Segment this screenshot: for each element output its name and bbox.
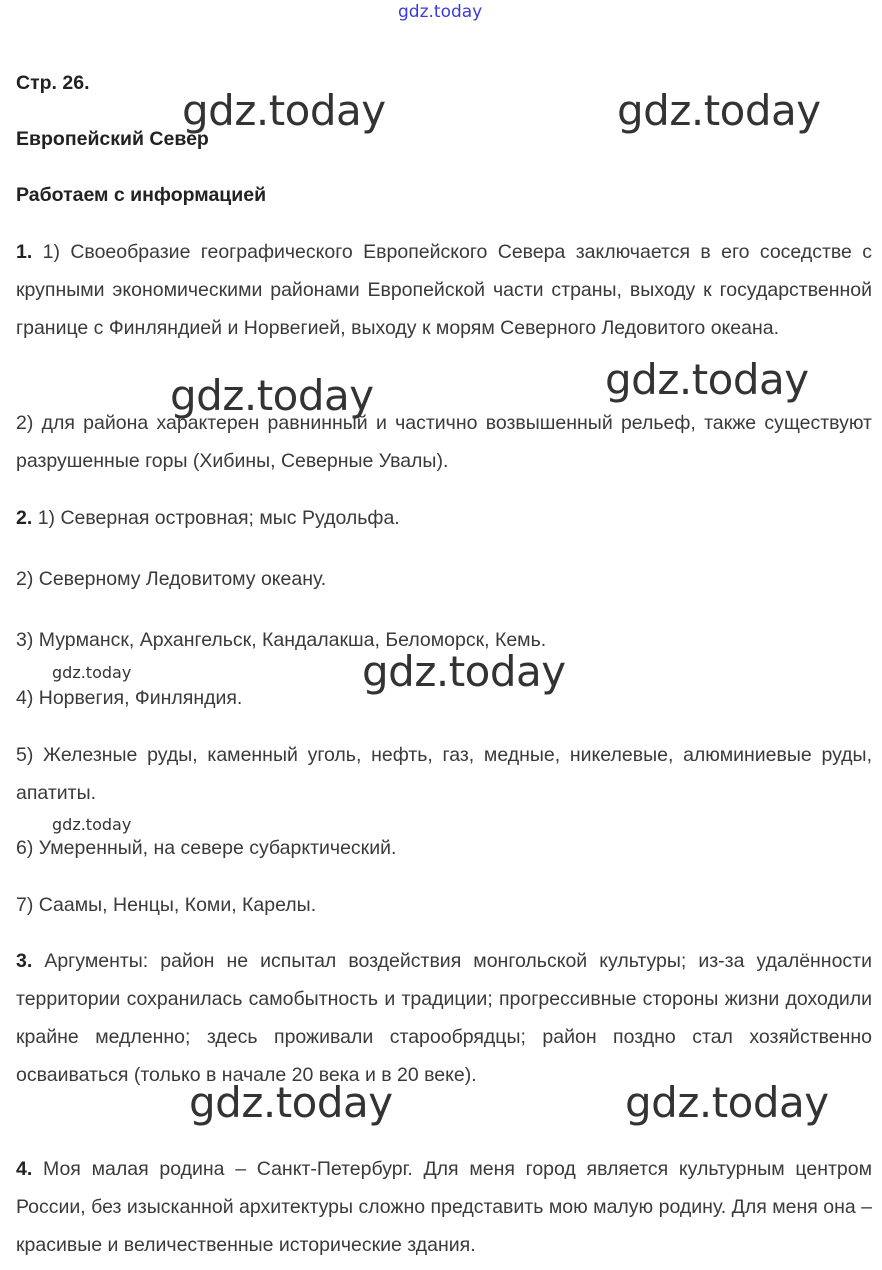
- document-title: Европейский Север: [16, 128, 209, 150]
- task-2-part-1: 2. 1) Северная островная; мыс Рудольфа.: [16, 507, 400, 529]
- task-3: 3. Аргументы: район не испытал воздействия монгольской культуры; из-за удалённости территории сохранилась самобытность и традиции; прогрессивные стороны жизни доходили крайне медленно; здесь проживали старообрядцы; район поздно стал хозяйственно осваиваться (только в начале 20 века и в 20 веке).: [16, 950, 872, 1086]
- watermark: gdz.today: [605, 355, 809, 404]
- watermark: gdz.today: [182, 86, 386, 135]
- watermark: gdz.today: [617, 86, 821, 135]
- task-1-part-2: 2) для района характерен равнинный и частично возвышенный рельеф, также существуют разрушенные горы (Хибины, Северные Увалы).: [16, 412, 872, 472]
- task-2-part-7: 7) Саамы, Ненцы, Коми, Карелы.: [16, 894, 317, 916]
- watermark: gdz.today: [625, 1078, 829, 1127]
- section-heading: Работаем с информацией: [16, 184, 267, 206]
- task-number: 1.: [16, 241, 33, 263]
- task-number: 4.: [16, 1158, 33, 1180]
- task-number: 3.: [16, 950, 33, 972]
- task-2-part-6: 6) Умеренный, на севере субарктический.: [16, 837, 397, 859]
- watermark-top: gdz.today: [398, 2, 483, 22]
- task-2-part-5: 5) Железные руды, каменный уголь, нефть, газ, медные, никелевые, алюминиевые руды, апатиты.: [16, 744, 872, 804]
- task-number: 2.: [16, 507, 33, 529]
- watermark-small: gdz.today: [52, 663, 132, 682]
- watermark-small: gdz.today: [52, 815, 132, 834]
- task-2-part-2: 2) Северному Ледовитому океану.: [16, 568, 327, 590]
- page-number: Стр. 26.: [16, 72, 90, 94]
- task-2-part-4: 4) Норвегия, Финляндия.: [16, 687, 243, 709]
- watermark: gdz.today: [170, 371, 374, 420]
- watermark: gdz.today: [189, 1078, 393, 1127]
- watermark: gdz.today: [362, 647, 566, 696]
- task-4: 4. Моя малая родина – Санкт-Петербург. Для меня город является культурным центром России, без изысканной архитектуры сложно представить мою малую родину. Для меня она – красивые и величественные исторические здания.: [16, 1158, 872, 1256]
- task-2-part-3: 3) Мурманск, Архангельск, Кандалакша, Беломорск, Кемь.: [16, 629, 547, 651]
- task-1-part-1: 1. 1) Своеобразие географического Европейского Севера заключается в его соседстве с крупными экономическими районами Европейской части страны, выходу к государственной границе с Финляндией и Норвегией, выходу к морям Северного Ледовитого океана.: [16, 241, 872, 339]
